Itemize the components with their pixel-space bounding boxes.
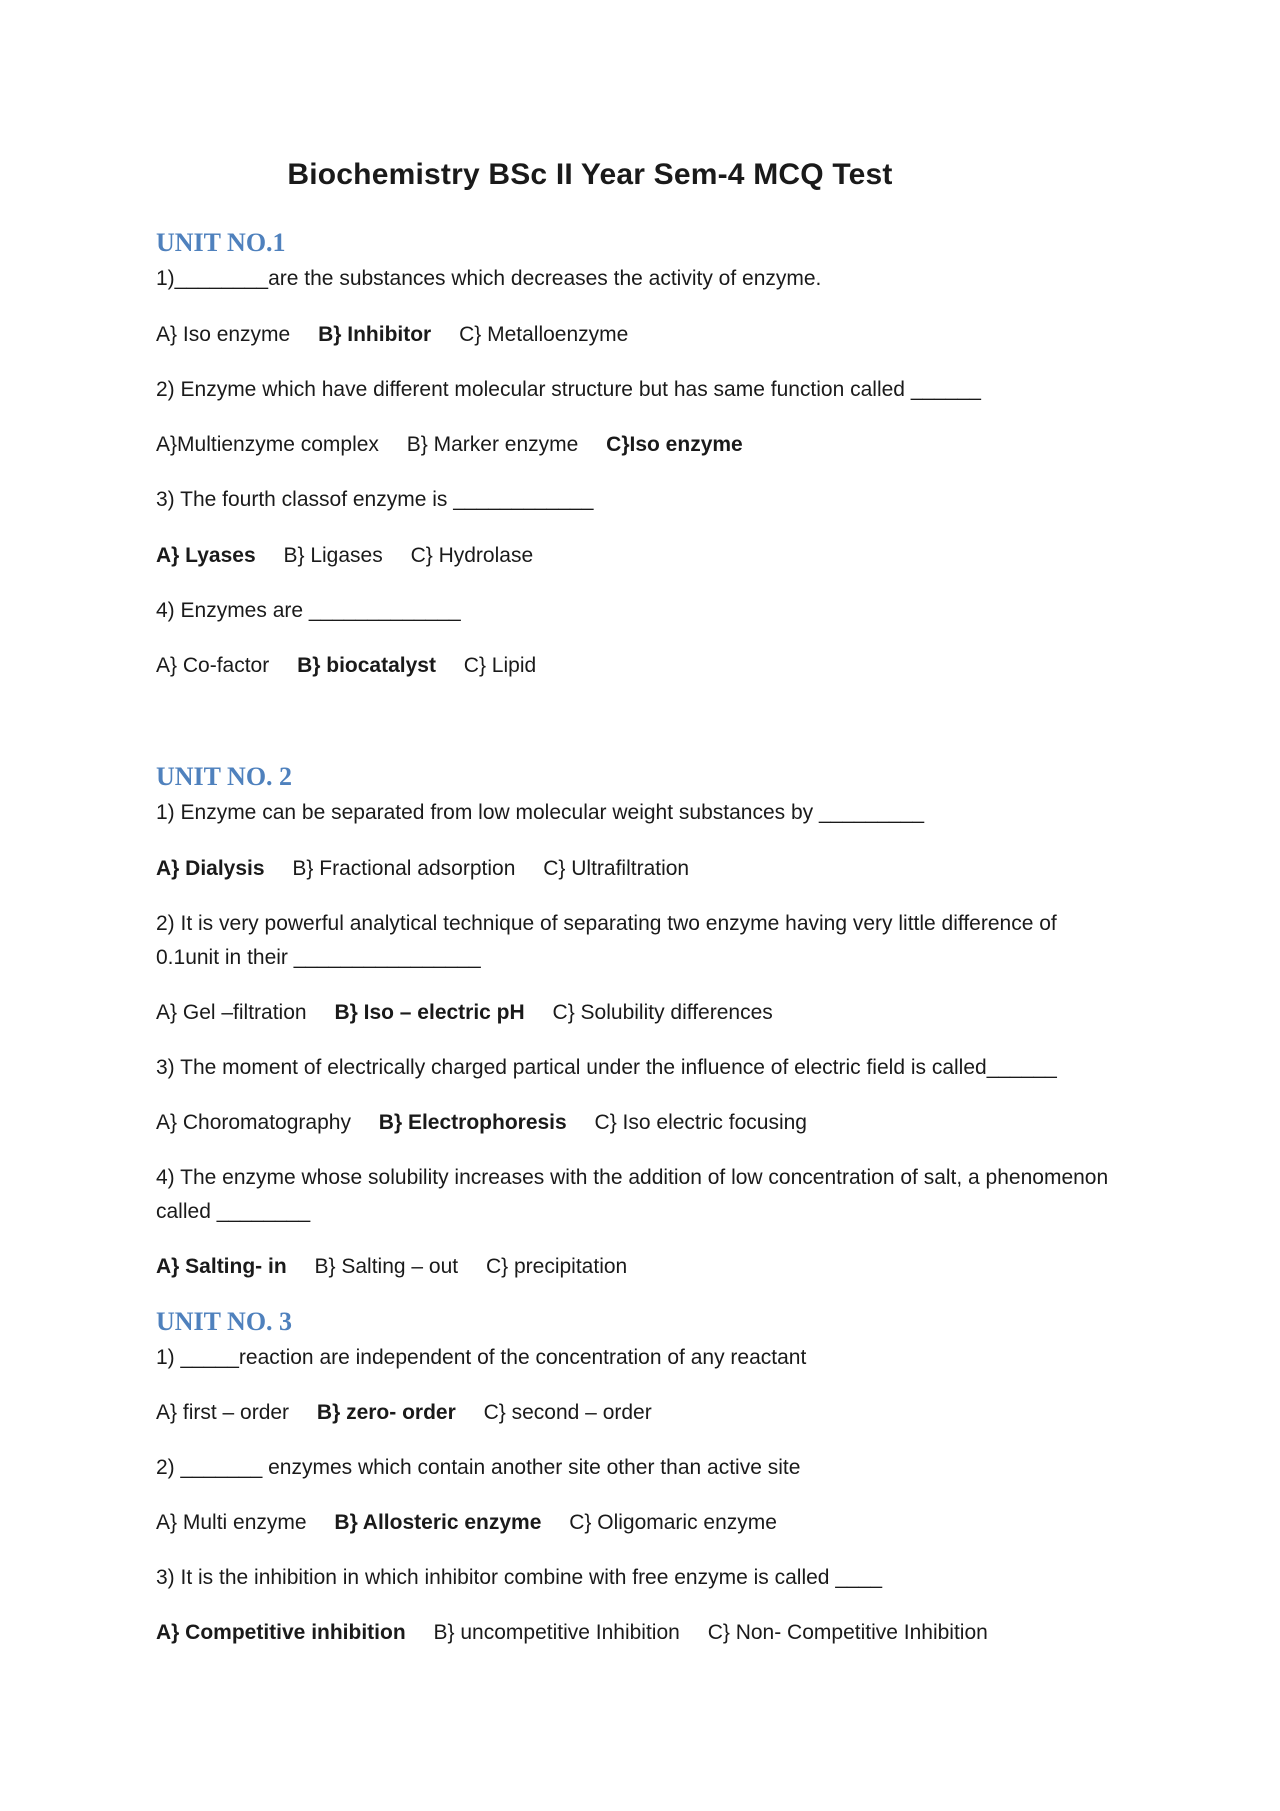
option-c: C} Solubility differences — [552, 1001, 773, 1024]
option-a-correct: A} Salting- in — [156, 1255, 287, 1278]
page-title: Biochemistry BSc II Year Sem-4 MCQ Test — [287, 158, 893, 191]
option-b-correct: B} Inhibitor — [318, 323, 432, 346]
option-c: C} Oligomaric enzyme — [569, 1511, 777, 1534]
option-a: A}Multienzyme complex — [156, 433, 379, 456]
answer-options — [156, 855, 711, 883]
question-text: 4) Enzymes are _____________ — [156, 599, 461, 622]
option-b: B} Salting – out — [314, 1255, 459, 1278]
question-text: 3) The moment of electrically charged partical under the influence of electric field is called______ — [156, 1056, 1057, 1079]
answer-options — [156, 1109, 829, 1137]
option-b-correct: B} Iso – electric pH — [334, 1001, 525, 1024]
answer-options — [156, 1399, 674, 1427]
option-b-correct: B} Allosteric enzyme — [334, 1511, 542, 1534]
answer-options — [156, 431, 765, 459]
option-c: C} second – order — [483, 1401, 652, 1424]
option-a: A} first – order — [156, 1401, 290, 1424]
unit-heading: UNIT NO.1 — [156, 228, 286, 257]
option-b: B} uncompetitive Inhibition — [433, 1621, 680, 1644]
option-c: C} precipitation — [485, 1255, 628, 1278]
option-c: C} Lipid — [463, 654, 537, 677]
option-a-correct: A} Dialysis — [156, 857, 265, 880]
answer-options — [156, 1253, 649, 1281]
option-b-correct: B} biocatalyst — [297, 654, 436, 677]
option-a-correct: A} Lyases — [156, 544, 256, 567]
question-text: 2) Enzyme which have different molecular structure but has same function called ______ — [156, 378, 981, 401]
option-c: C} Hydrolase — [410, 544, 534, 567]
option-a: A} Choromatography — [156, 1111, 351, 1134]
question-text: 3) It is the inhibition in which inhibitor combine with free enzyme is called ____ — [156, 1566, 883, 1589]
option-c: C} Non- Competitive Inhibition — [707, 1621, 988, 1644]
question-text: 3) The fourth classof enzyme is ____________ — [156, 488, 594, 511]
question-text: 2) _______ enzymes which contain another site other than active site — [156, 1456, 801, 1479]
question-text: 2) It is very powerful analytical technique of separating two enzyme having very little difference of 0.1unit in their ________________ — [156, 912, 1057, 969]
question-text: 4) The enzyme whose solubility increases with the addition of low concentration of salt, a phenomenon called ________ — [156, 1166, 1109, 1223]
question-text: 1) Enzyme can be separated from low molecular weight substances by _________ — [156, 801, 925, 824]
unit-heading: UNIT NO. 3 — [156, 1307, 293, 1336]
answer-options — [156, 1619, 1010, 1647]
option-c: C} Iso electric focusing — [594, 1111, 807, 1134]
option-b-correct: B} zero- order — [316, 1401, 456, 1424]
option-a: A} Multi enzyme — [156, 1511, 307, 1534]
answer-options — [156, 321, 650, 349]
answer-options — [156, 652, 558, 680]
option-a: A} Iso enzyme — [156, 323, 291, 346]
option-a: A} Gel –filtration — [156, 1001, 307, 1024]
option-c: C} Metalloenzyme — [459, 323, 629, 346]
question-text: 1) _____reaction are independent of the concentration of any reactant — [156, 1346, 807, 1369]
answer-options — [156, 1509, 799, 1537]
option-b: B} Ligases — [283, 544, 383, 567]
question-text: 1)________are the substances which decreases the activity of enzyme. — [156, 267, 822, 290]
option-b-correct: B} Electrophoresis — [378, 1111, 567, 1134]
answer-options — [156, 542, 555, 570]
option-b: B} Marker enzyme — [406, 433, 579, 456]
option-a-correct: A} Competitive inhibition — [156, 1621, 406, 1644]
option-b: B} Fractional adsorption — [292, 857, 516, 880]
option-c: C} Ultrafiltration — [543, 857, 690, 880]
answer-options — [156, 999, 795, 1027]
option-c-correct: C}Iso enzyme — [606, 433, 743, 456]
unit-heading: UNIT NO. 2 — [156, 762, 293, 791]
option-a: A} Co-factor — [156, 654, 270, 677]
